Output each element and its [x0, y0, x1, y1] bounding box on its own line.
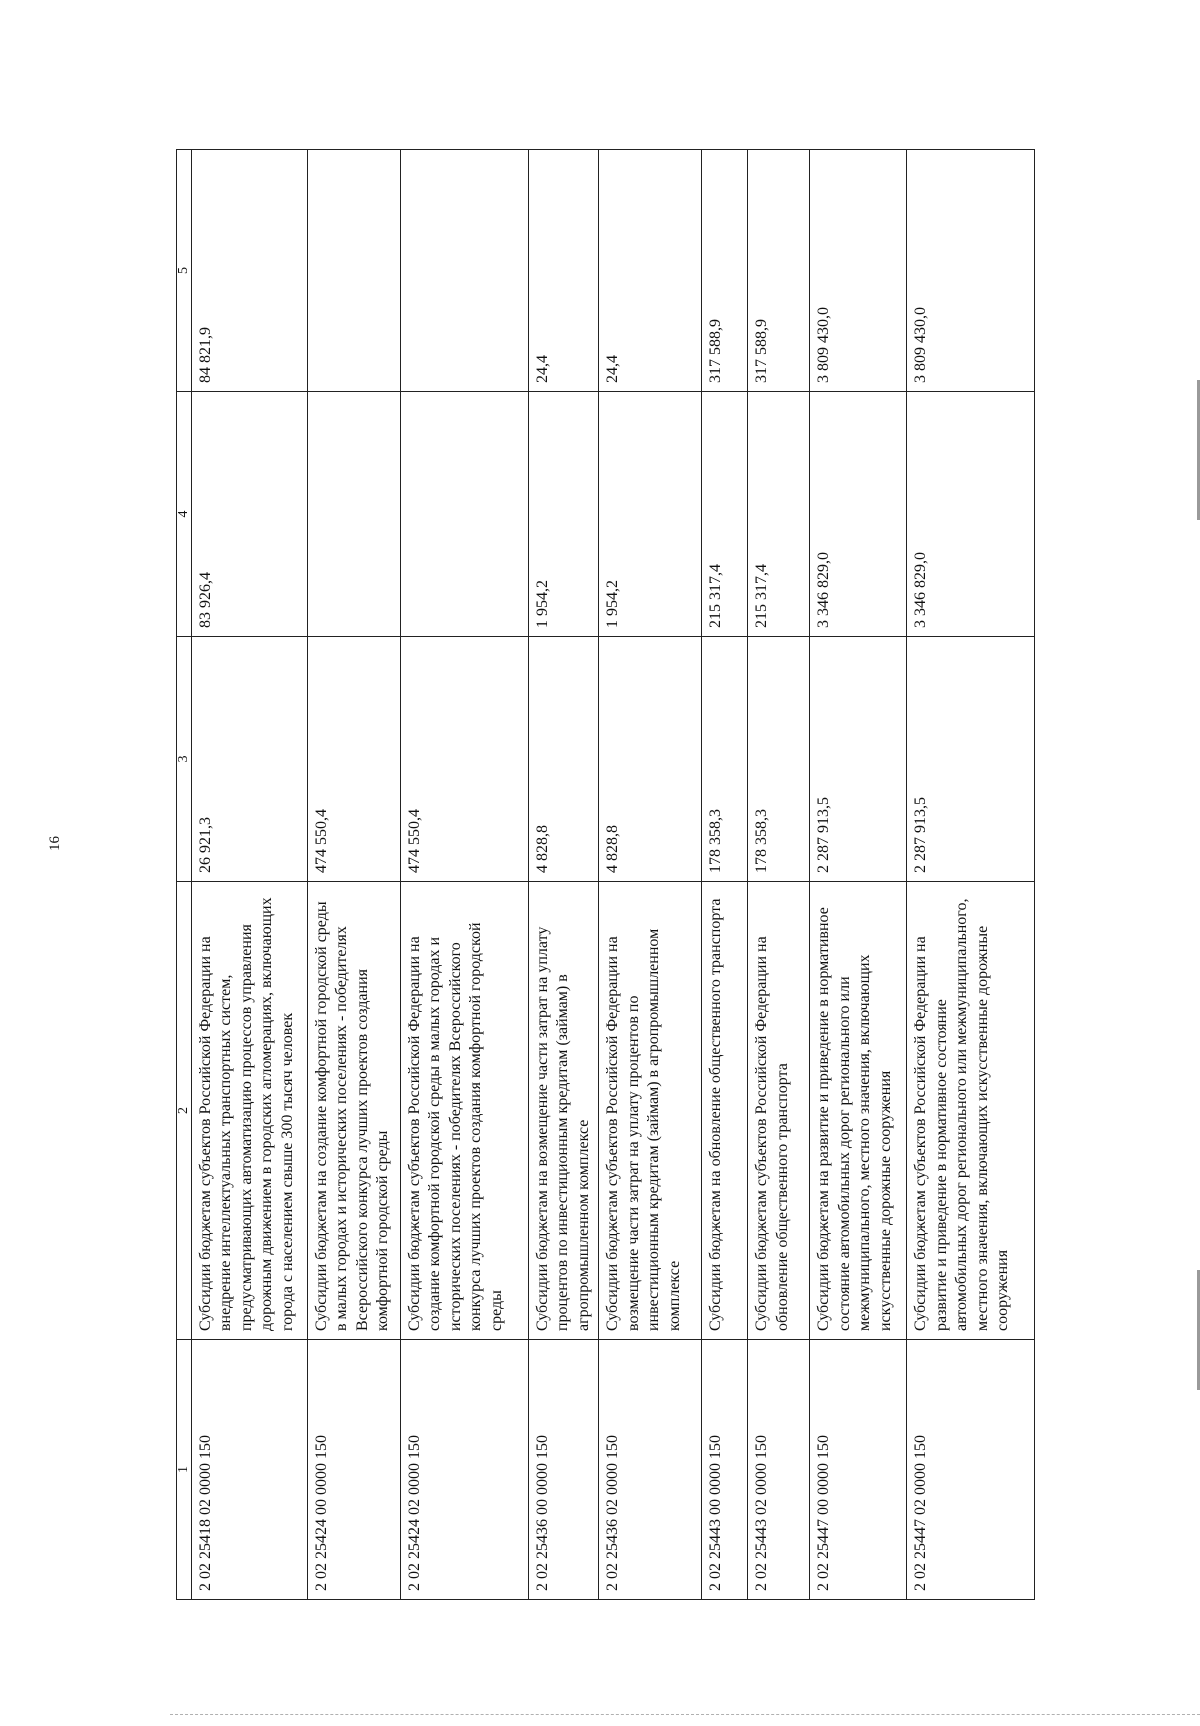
budget-code-cell: 2 02 25436 00 0000 150	[529, 1340, 599, 1600]
page-number: 16	[47, 836, 63, 851]
amount-cell-col4	[401, 392, 529, 637]
table-row	[599, 150, 702, 1600]
table-row	[401, 150, 529, 1600]
amount-cell-col3: 474 550,4	[401, 637, 529, 882]
budget-code-cell: 2 02 25447 00 0000 150	[810, 1340, 907, 1600]
amount-cell-col5: 317 588,9	[702, 150, 748, 392]
budget-code-cell: 2 02 25447 02 0000 150	[907, 1340, 1035, 1600]
description-cell: Субсидии бюджетам на развитие и приведение в нормативное состояние автомобильных дорог регионального или межмуниципального, местного значения, включающих искусственные дорожные сооружения	[810, 882, 907, 1340]
column-header: 1	[177, 1340, 192, 1600]
description-cell: Субсидии бюджетам на обновление общественного транспорта	[702, 882, 748, 1340]
description-cell: Субсидии бюджетам субъектов Российской Федерации на внедрение интеллектуальных транспортных систем, предусматривающих автоматизацию процессов управления дорожным движением в городских агломерациях, включающих города с населением свыше 300 тысяч человек	[192, 882, 308, 1340]
amount-cell-col5	[401, 150, 529, 392]
amount-cell-col3: 474 550,4	[308, 637, 401, 882]
description-cell: Субсидии бюджетам на создание комфортной городской среды в малых городах и исторических поселениях - победителях Всероссийского конкурса лучших проектов создания комфортной городской среды	[308, 882, 401, 1340]
amount-cell-col4: 215 317,4	[748, 392, 810, 637]
amount-cell-col4: 3 346 829,0	[907, 392, 1035, 637]
rotated-table-wrapper	[176, 150, 1096, 1600]
budget-code-cell: 2 02 25436 02 0000 150	[599, 1340, 702, 1600]
description-cell: Субсидии бюджетам субъектов Российской Федерации на обновление общественного транспорта	[748, 882, 810, 1340]
table-row	[529, 150, 599, 1600]
amount-cell-col3: 178 358,3	[702, 637, 748, 882]
column-header: 3	[177, 637, 192, 882]
description-cell: Субсидии бюджетам на возмещение части затрат на уплату процентов по инвестиционным кредитам (займам) в агропромышленном комплексе	[529, 882, 599, 1340]
description-cell: Субсидии бюджетам субъектов Российской Федерации на возмещение части затрат на уплату процентов по инвестиционным кредитам (займам) в агропромышленном комплексе	[599, 882, 702, 1340]
amount-cell-col5: 3 809 430,0	[907, 150, 1035, 392]
description-cell: Субсидии бюджетам субъектов Российской Федерации на развитие и приведение в нормативное состояние автомобильных дорог регионального или межмуниципального, местного значения, включающих искусственные дорожные сооружения	[907, 882, 1035, 1340]
column-header: 2	[177, 882, 192, 1340]
amount-cell-col3: 2 287 913,5	[810, 637, 907, 882]
table-row	[748, 150, 810, 1600]
amount-cell-col5: 84 821,9	[192, 150, 308, 392]
amount-cell-col4: 215 317,4	[702, 392, 748, 637]
amount-cell-col3: 2 287 913,5	[907, 637, 1035, 882]
amount-cell-col5	[308, 150, 401, 392]
budget-code-cell: 2 02 25424 00 0000 150	[308, 1340, 401, 1600]
amount-cell-col5: 3 809 430,0	[810, 150, 907, 392]
amount-cell-col4	[308, 392, 401, 637]
amount-cell-col5: 24,4	[599, 150, 702, 392]
column-header: 4	[177, 392, 192, 637]
budget-code-cell: 2 02 25443 00 0000 150	[702, 1340, 748, 1600]
amount-cell-col5: 317 588,9	[748, 150, 810, 392]
amount-cell-col3: 178 358,3	[748, 637, 810, 882]
budget-code-cell: 2 02 25424 02 0000 150	[401, 1340, 529, 1600]
amount-cell-col3: 4 828,8	[529, 637, 599, 882]
amount-cell-col4: 83 926,4	[192, 392, 308, 637]
description-cell: Субсидии бюджетам субъектов Российской Федерации на создание комфортной городской среды в малых городах и исторических поселениях - победителях Всероссийского конкурса лучших проектов создания комфортной городской среды	[401, 882, 529, 1340]
table-header-row	[177, 150, 192, 1600]
amount-cell-col4: 1 954,2	[529, 392, 599, 637]
column-header: 5	[177, 150, 192, 392]
amount-cell-col4: 3 346 829,0	[810, 392, 907, 637]
table-row	[192, 150, 308, 1600]
table-row	[308, 150, 401, 1600]
amount-cell-col4: 1 954,2	[599, 392, 702, 637]
amount-cell-col3: 26 921,3	[192, 637, 308, 882]
scan-bottom-edge	[170, 1714, 1200, 1716]
budget-code-cell: 2 02 25443 02 0000 150	[748, 1340, 810, 1600]
amount-cell-col5: 24,4	[529, 150, 599, 392]
table-row	[702, 150, 748, 1600]
amount-cell-col3: 4 828,8	[599, 637, 702, 882]
table-row	[810, 150, 907, 1600]
table-row	[907, 150, 1035, 1600]
budget-code-cell: 2 02 25418 02 0000 150	[192, 1340, 308, 1600]
budget-table	[176, 149, 1035, 1600]
